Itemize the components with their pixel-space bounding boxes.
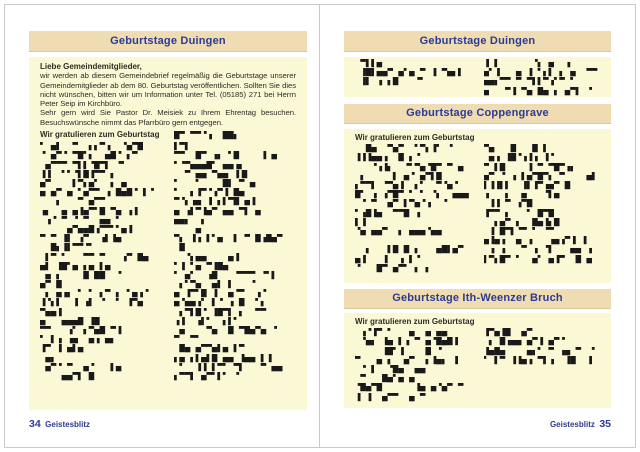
redacted-text-line: ▝▖▄▄ ▄▐ (174, 252, 240, 262)
footer-right (344, 414, 611, 432)
redacted-text-line: ▘ ▌▀ ▐▐▄▗ ▀▌▗ ▐█ ▐ (483, 355, 598, 365)
redacted-text-line: ▀▝▖▗▄ ▐ ▖▌▀█ ▄▐ (174, 197, 267, 207)
salutation: Liebe Gemeindemitglieder, (40, 62, 142, 71)
redacted-column (355, 144, 472, 273)
redacted-text-line: ▗▝▐▀ ▘ ▄ ▄ ▄▄ (355, 328, 458, 338)
congrats-heading: Wir gratulieren zum Geburtstag (355, 317, 475, 326)
section-title: Geburtstage Duingen (110, 35, 226, 47)
redacted-text-line: ▖ ▀ ▄▀▀ (40, 197, 106, 207)
congrats-heading: Wir gratulieren zum Geburtstag (40, 130, 160, 140)
redacted-text-line: ▐▝▖▌ ▐ ▗▌ ▝ ▘ ▐▀▄ (40, 298, 143, 308)
redacted-text-line: ▀ █▄▘▄ ▄ (355, 374, 421, 384)
redacted-text-line: █▄ ▀▄▀ ▘▀▖▐▘ ▝ (355, 144, 453, 154)
redacted-text-line: ▝▄▖ ▐▄ ▌▗ ▀ ▄▝█▄█▐ (355, 337, 458, 347)
redacted-text-line: ▐▀▄▐█ ▄▀ (483, 328, 554, 338)
redacted-text-line: ▀ ▀ ▐▌ ▗▀ ▗▌▐▄ (40, 234, 127, 244)
redacted-text-line: ▀ ▄ ▖ ▄▀ ▖▐▄▖ ▐ (355, 355, 458, 365)
redacted-text-line: ▖ ▄▗▖ ▘ ▘ ▖▀ ▖ ▘▄▗▝ (40, 289, 149, 299)
redacted-text-line: ▀▀ ▗▘ ▖▀▄█ ▀▐ (40, 326, 122, 336)
redacted-text-line: ▄▌ ▐█▘▄ ▖▄ ▌▄ (40, 261, 116, 271)
redacted-text-line: ▖▀▀▌ ▝▀▄▐ ▖▘ ▀▝▄▝ (355, 181, 469, 191)
redacted-text-line: ▗ ▖ ▄ ▝▌▄ (483, 190, 560, 200)
panel-coppengrave (344, 129, 611, 283)
redacted-text-line: ▄▘▐ ▄ ▐ ▘▖▌ ▖ ▄ ▀▀ (483, 68, 598, 78)
panel-duingen-right (344, 57, 611, 97)
redacted-text-line: ▀▀ █▀ ▗▖ ▘█ ▐ ▄ (174, 151, 277, 161)
redacted-text-line: ▐ ▐ ▄▀▀ ▄ ▀ (355, 392, 426, 402)
redacted-text-line: ▄▀▄▄█▗▀▀▘▘▄▐ (40, 224, 138, 234)
section-band-duingen-right (344, 31, 611, 51)
redacted-text-line: ▀▌▌▄ (355, 59, 383, 68)
redacted-text-line: ▘▐ ▘▄ ▀▐█▄ (174, 261, 250, 271)
redacted-text-line: ▄ ▖ █ ██ ▝ (40, 270, 127, 280)
redacted-text-line: ▐▀ ▐ ▄▌▄ (40, 344, 111, 354)
redacted-text-line: ▝ ▌ ▝█▄ ▄▄ (355, 365, 426, 375)
redacted-text-line: ▐█▘▐ █ ▝ (355, 346, 442, 356)
redacted-text-line: ▄▀▝ ▀ ▄▝ ▌▄ (40, 362, 122, 372)
redacted-text-line: ▌▐ (355, 217, 372, 227)
redacted-column (484, 144, 601, 273)
redacted-text-line: ▄▀ █ (40, 280, 62, 290)
redacted-text-line: ▝ ▀ ▄▀ ▌▀▄▝▗ ▝ (355, 199, 453, 209)
redacted-text-line: ▐ █▀▌▝▀ ▘ ▝▀ (483, 226, 554, 236)
redacted-text-line: ▀▖ ▐▗ ▌▘▄ ▌ ▀ █▗█▄▀ (174, 234, 283, 244)
page-spine-divider (319, 4, 320, 448)
redacted-text-line: ▖ ▌█ █ ▖ ▄█▌▄▀ (355, 245, 464, 255)
section-band-coppengrave (344, 104, 611, 123)
redacted-text-line: ▖▄▀ ▖ █▄▐▖█ (483, 217, 582, 227)
redacted-text-line: ▘ ▘ █▌ ▀ ▄ (174, 179, 261, 189)
redacted-text-line: ▄▄▖ ▖ (174, 215, 207, 225)
redacted-text-line: █▖▐▌▀▀▝▘ (40, 243, 116, 253)
redacted-text-line: ▌▀▖█▀ ▘ ▄▘ ▄▐▀ █ ▄ (483, 254, 592, 264)
redacted-text-line: ▄▗ ▐█▝▗▐▗ ▐▝ (483, 153, 560, 163)
redacted-text-line: ▘ ▄▌ ▀ ▖▖▀▗ ▝▄▀█ (40, 142, 143, 152)
redacted-text-line: ▘ ▌▗ ▗▄ ▄▗ ▄▖ (40, 335, 116, 345)
panel-duingen-left (29, 57, 307, 410)
redacted-text-line: ▖ █▗▄▄ ▄▀▐ ▄▀▝ (483, 337, 565, 347)
redacted-text-line: ▄▀ ▝ ▗ ▌▄▀█▀▖ ▀ ▄▌ (483, 171, 598, 181)
redacted-text-line: ▐▐ ▀ ▗▀█ (483, 199, 549, 209)
page-number: 35 (599, 418, 611, 430)
redacted-text-line: ▐▀▀ ▖ ▘ █▀█ (483, 208, 554, 218)
redacted-text-line: ▐▌ ▗ ▖█ ▝▘ (355, 77, 426, 87)
redacted-text-line: ▀▄▄▐ (40, 307, 62, 317)
newsletter-brand: Geistesblitz (549, 420, 595, 429)
redacted-text-line: ▗▐ ▗▌▘ ▖▌▘ (174, 316, 240, 326)
redacted-text-line: ▐▐▐▄▄▗ █ ▖▝ (355, 153, 426, 163)
redacted-column (355, 59, 472, 96)
intro-paragraph-1: wir werden ab diesem Gemeindebrief regelmäßig die Geburtstage unserer Gemeindemitglieder ab dem 80. Geburtstag veröffentlichen. Sollten Sie dies nicht wünschen, bitten wir um Information unter Tel. (05185) 271 bei Herrn Peter Seip im Kirchbüro. (40, 71, 296, 109)
redacted-text-line: ▄ ▗▌▀▐▄▀ ▄▄ ▀▌ ▄ (174, 206, 267, 216)
redacted-text-line: ▄ ▄▀ ▄ ▘▄▀▀ ▗ █▄█▝ ▌▝ (40, 188, 154, 198)
redacted-text-line: ▀▄ █ █ ▌ (483, 144, 549, 154)
redacted-text-line: ▀ ▄▄ ▀▄▄ ▐▐▌ (174, 169, 256, 179)
redacted-text-line: ▘ ▄▘ ▗█ ▝▀▀▀ ▝▘▌ (174, 270, 277, 280)
section-band-ith-weenzer-bruch (344, 289, 611, 308)
redacted-column (355, 328, 472, 402)
redacted-text-line: ▌▀▌ (174, 142, 191, 152)
redacted-name-list (355, 59, 600, 96)
redacted-text-line: ▀ ▌█ ▐ ▀ ▀█▀▗▖ (483, 162, 576, 172)
redacted-text-line: ▖ ▌ ▄▝ ▄▀▌█ (355, 171, 442, 181)
redacted-text-line: █ (174, 243, 196, 253)
redacted-column (174, 142, 296, 381)
redacted-name-list (355, 328, 600, 402)
section-title: Geburtstage Duingen (419, 35, 536, 47)
section-title: Geburtstage Ith-Weenzer Bruch (392, 292, 563, 304)
redacted-text-line: ▐▄█▄ ▄▖▘ ▀ ▗▄ ▀ ▘ (483, 346, 598, 356)
redacted-column (40, 142, 162, 381)
redacted-text-line: ▝▄ ▄▄▀ ▖ ▄▄▄▝▄▄ (355, 226, 442, 236)
redacted-text-line: ▝█▄▀█ ▐▄ ▄▝▄▀ ▀ (355, 383, 464, 393)
redacted-column (484, 328, 601, 402)
redacted-text-line: ▖▀▌█▝ ▐█▀▌ ▖ ▀▀ (174, 307, 267, 317)
redacted-name-list (40, 142, 296, 381)
redacted-text-line: ▘▗█▐▄ ▀▀█ ▗ (355, 208, 421, 218)
footer-left (29, 414, 90, 432)
panel-ith-weenzer-bruch (344, 313, 611, 408)
redacted-text-line: ▗ ▗ ▀ ▗ ▝▌ ▄▄ ▗ (483, 245, 592, 255)
redacted-text-line: ▝ ▄▀▝ ▀█▘▖ ▄█▝ ▖▀ (40, 151, 149, 161)
intro-paragraph-2: Sehr gern wird Sie Pastor Dr. Meisiek zu Ihrem Ehrentag besuchen. Besuchswünsche nimmt das Pfarrbüro gern entgegen. (40, 108, 296, 127)
redacted-text-line (355, 236, 472, 245)
redacted-text-line: ▐▐ ▘▘▝▌█▐▀▀ ▖ (40, 169, 116, 179)
redacted-text-line: █▄ ▄▀▀▄▌▄ ▌▀ (174, 344, 245, 354)
redacted-text-line: ▄ ▀▄ █ ▀█▄▀▄ ▝ (174, 326, 277, 336)
redacted-text-line: ▐█▌▄▄▀ ▄▘▄ ▀ ▐ ▀▄▖▌ (355, 68, 464, 78)
redacted-name-list (355, 144, 600, 273)
redacted-text-line: ▗▝ ▀ ▝ ▀ ▄▄ ▘ (40, 215, 127, 225)
redacted-text-line: ▘ ▖▐▀▝▗▀▐ █▄ (174, 188, 245, 198)
redacted-text-line: ▄ ▐▀▘█ ▐ ▄▝▀ ▗▝ (174, 289, 267, 299)
redacted-text-line: ▖▘▀▄ ▄▌ ▌ ▝ (174, 280, 261, 290)
congrats-heading: Wir gratulieren zum Geburtstag (355, 133, 475, 142)
redacted-text-line: █▘ ▗ ▗▀█▀ ▘ ▘ ▝▖ ▄▄▄ (355, 190, 469, 200)
redacted-text-line: ▄▄▖▀▀ ▀ ▀▌▌▀▗▘▀ ▘ (483, 77, 598, 87)
redacted-text-line: ▖▄ ▖▌▄▌█ ▄▄ ▐▄▄ ▌▐ (174, 353, 283, 363)
redacted-text-line: ▝ █▀ ▄▀▘ ▖ ▖ (355, 263, 437, 273)
redacted-text-line: ▖▀▀▌ ▄▀▘▌▘ ▝ (174, 371, 245, 381)
redacted-text-line: ▌▐▐▌▌ ▐▌▐▀▗▄▀ █ (483, 181, 571, 191)
redacted-text-line: ▄ ▄▄▄█ ▐█ (40, 316, 106, 326)
redacted-text-line: ▄▐▄▗ ▄ ▗ ▗▄▗▀▐ ▐ (483, 236, 592, 246)
redacted-text-line: ▐ ▌ ▝▖ ▄ ▗ (483, 59, 571, 68)
redacted-text-line: █▀ ▀▀▝▗ ██▖ (174, 131, 261, 141)
redacted-text-line: ▘▝▀▄▄▄█▘ ▄▄▗▖ (174, 160, 245, 170)
redacted-text-line: ▄▀ ▌▀▖▄▘ ▖ ▄ (40, 179, 149, 189)
redacted-text-line: ▄▖ (40, 353, 62, 363)
congrats-line (40, 130, 296, 140)
redacted-text-line: ▄ (174, 224, 202, 234)
section-band-duingen-left (29, 31, 307, 51)
redacted-text-line: ▄▐ ▐ ▗ ▌▝ (355, 254, 421, 264)
redacted-text-line: ▀ ▀▘ (174, 335, 202, 345)
redacted-text-line: ▄▀▀▀ ▀▌▌▝█▀▌ ▝▘ (40, 160, 127, 170)
redacted-text-line: ▝▗▐▖ ▝▘▀▄▝█▀ ▀ ▄ (355, 162, 469, 172)
redacted-text-line: ▗▖ ▄ ▄▐▄▀▘█ ▀▄ ▗▐ (40, 206, 143, 216)
redacted-text-line: ▄▄▀▌ █ (40, 371, 106, 381)
page-number: 34 (29, 418, 41, 430)
redacted-column (484, 59, 601, 96)
redacted-text-line: ▘ ▐▐ ▌▀▘ ▀▌ ▀ ▄▄ (174, 362, 283, 372)
redacted-text-line: ▄▝▄▄▗▘ ▌▝ ▗ █ ▘▖ (174, 298, 267, 308)
newsletter-brand: Geistesblitz (45, 420, 91, 429)
redacted-text-line: ▌▀ ▘ ▀▀ ▀ ▗▀ █▄ (40, 252, 149, 262)
redacted-text-line: ▄ ▀▐ ▀▄ █▄ ▖ ▄▀▌ ▝ (483, 86, 592, 96)
section-title: Geburtstage Coppengrave (406, 107, 549, 119)
